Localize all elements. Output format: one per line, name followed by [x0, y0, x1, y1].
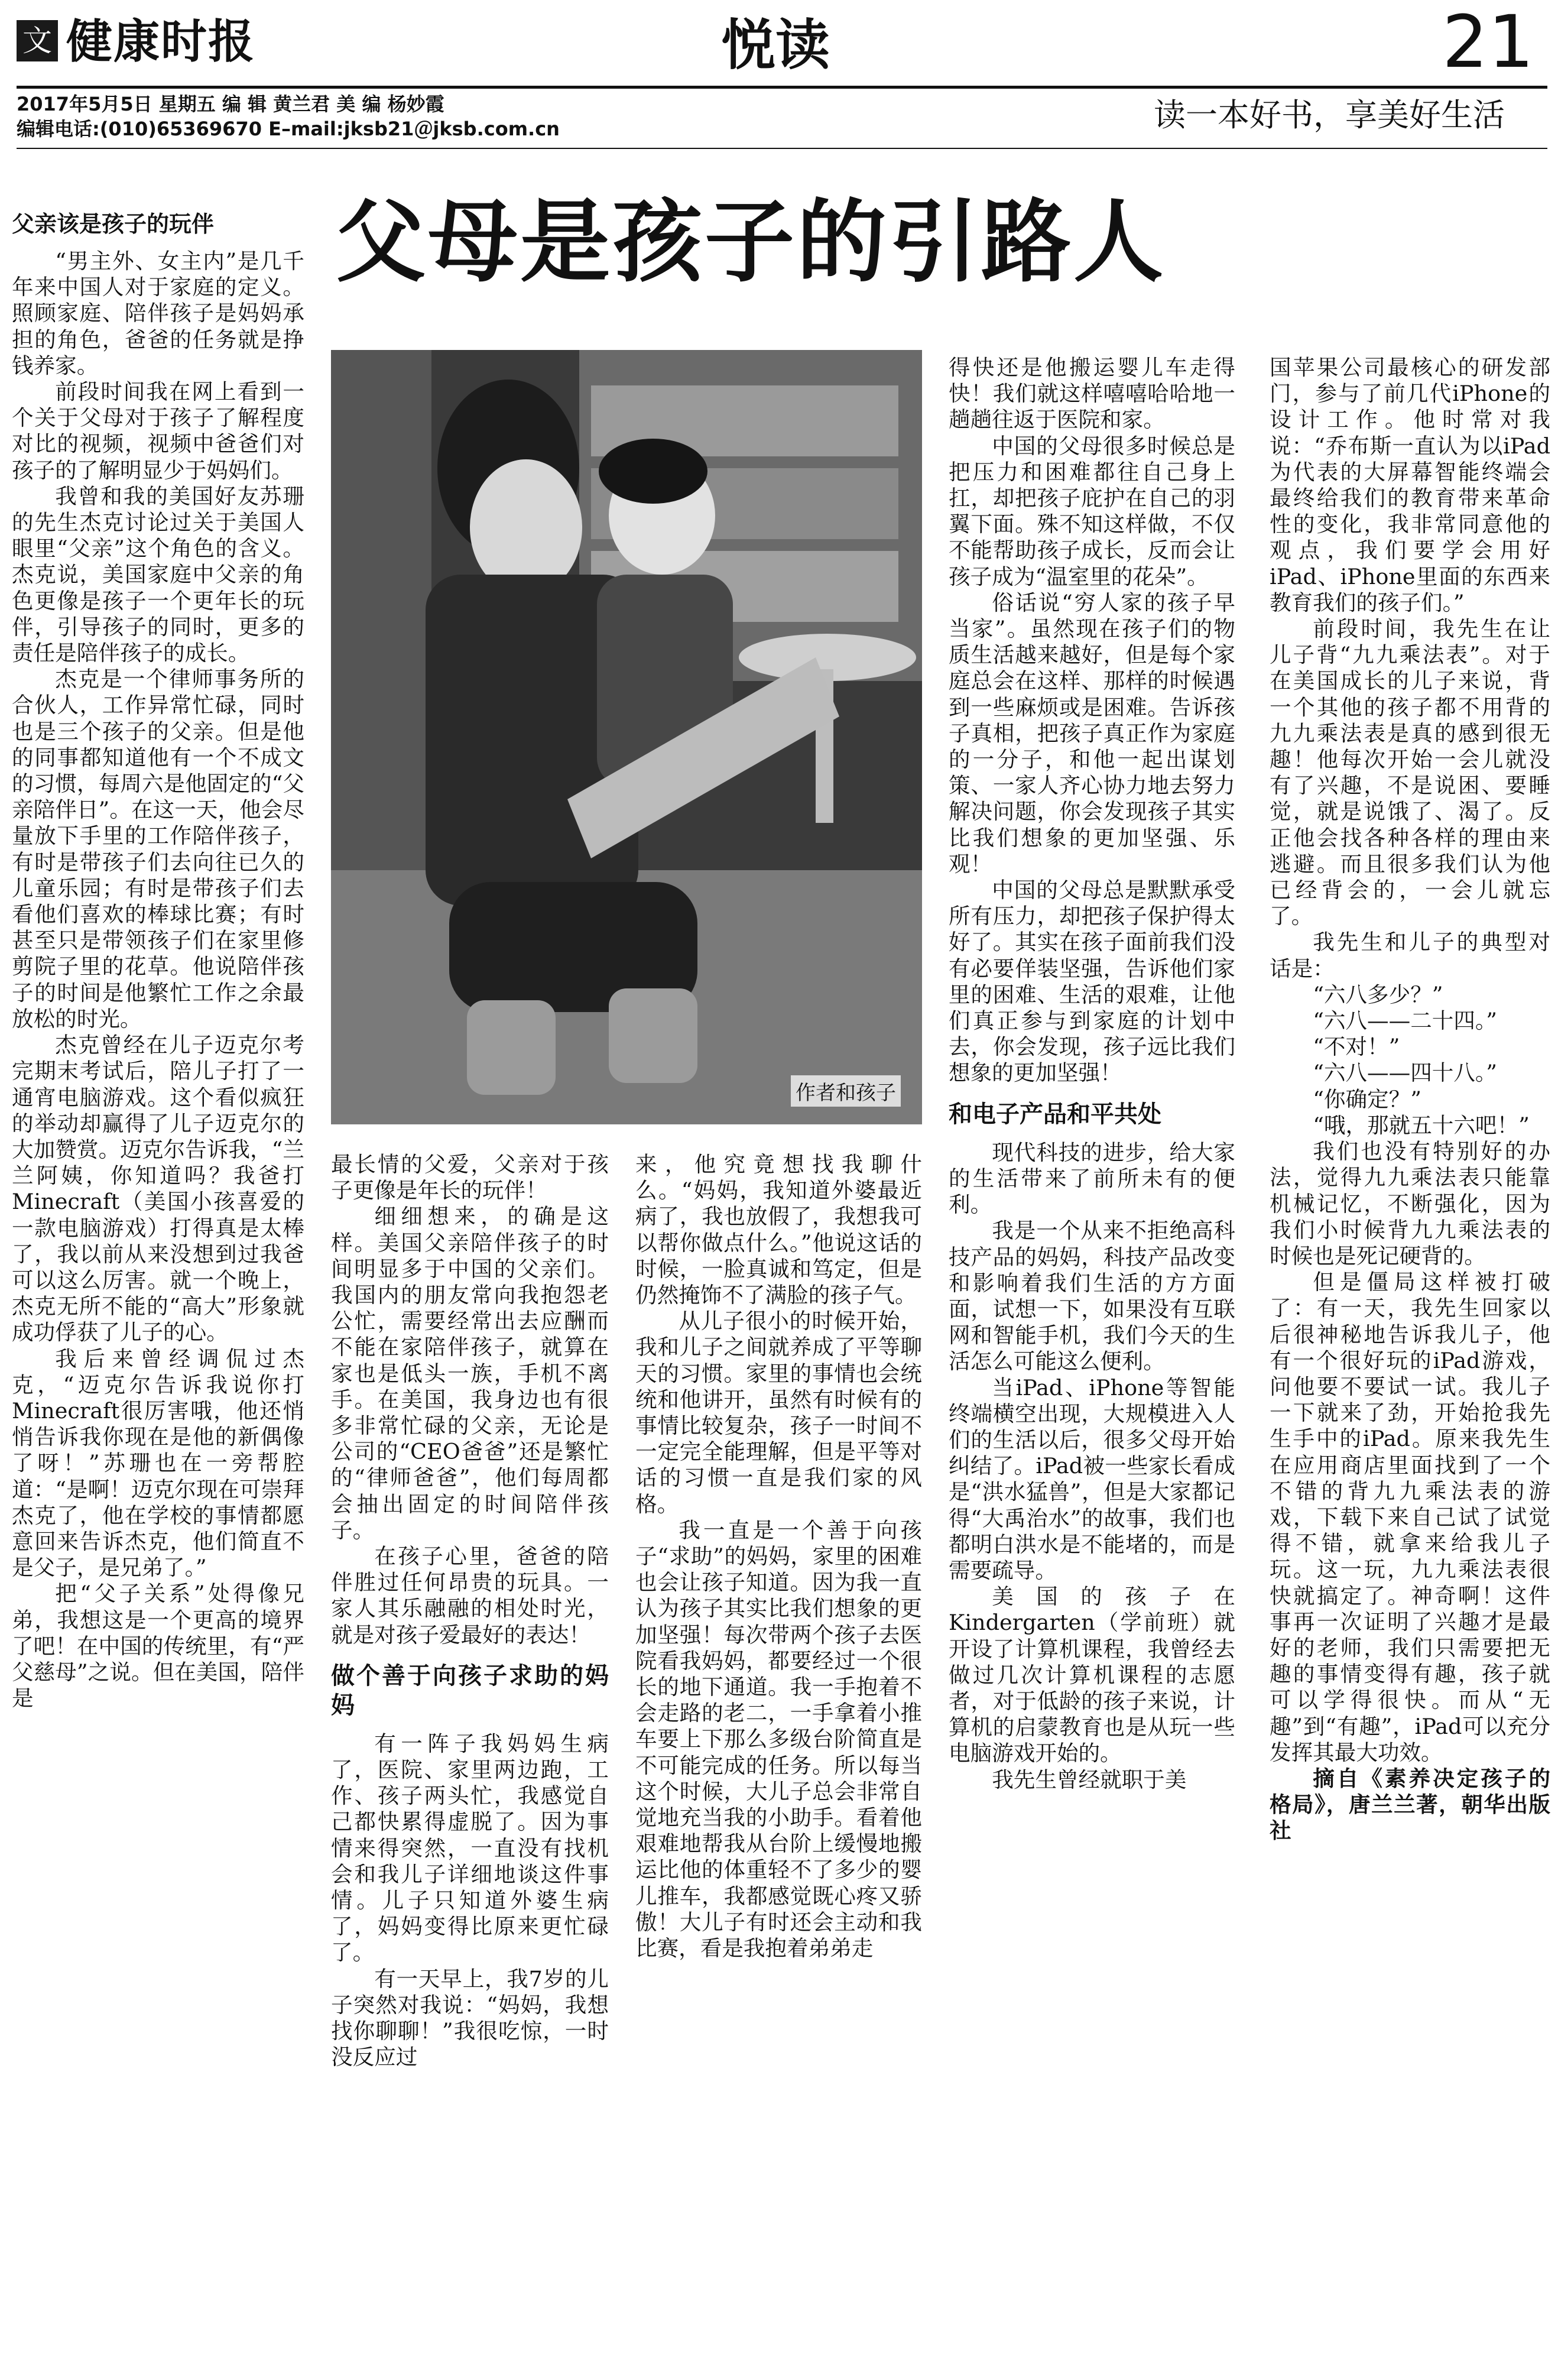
paragraph: 我一直是一个善于向孩子“求助”的妈妈，家里的困难也会让孩子知道。因为我一直认为孩子其实比我们想象的更加坚强！每次带两个孩子去医院看我妈妈，都要经过一个很长的地下通道。我一手抱着不会走路的老二，一手拿着小推车要上下那么多级台阶简直是不可能完成的任务。所以每当这个时候，大儿子总会非常自觉地充当我的小助手。看着他艰难地帮我从台阶上缓慢地搬运比他的体重轻不了多少的婴儿推车，我都感觉既心疼又骄傲！大儿子有时还会主动和我比赛，看是我抱着弟弟走	[635, 1517, 922, 1961]
paragraph: 得快还是他搬运婴儿车走得快！我们就这样嘻嘻哈哈地一趟趟往返于医院和家。	[949, 355, 1235, 433]
article-column-1	[12, 210, 304, 1711]
dialogue-line: “不对！”	[1313, 1034, 1400, 1060]
paragraph: 把“父子关系”处得像兄弟，我想这是一个更高的境界了吧！在中国的传统里，有“严父慈母”之说。但在美国，陪伴是	[12, 1581, 304, 1711]
paragraph: 我后来曾经调侃过杰克，“迈克尔告诉我说你打Minecraft很厉害哦，他还悄悄告诉我你现在是他的新偶像了呀！”苏珊也在一旁帮腔道：“是啊！迈克尔现在可崇拜杰克了，他在学校的事情都愿意回来告诉杰克，他们简直不是父子，是兄弟了。”	[12, 1345, 304, 1581]
masthead-divider	[17, 148, 1547, 149]
newspaper-logo-icon: 文	[17, 20, 58, 61]
article-headline: 父母是孩子的引路人	[336, 190, 1166, 294]
photo-illustration	[331, 350, 922, 1124]
paragraph: “男主外、女主内”是几千年来中国人对于家庭的定义。照顾家庭、陪伴孩子是妈妈承担的角色，爸爸的任务就是挣钱养家。	[12, 248, 304, 378]
dialogue-line: “六八——四十八。”	[1313, 1060, 1497, 1086]
dialogue-line: “哦，那就五十六吧！”	[1313, 1112, 1530, 1138]
paragraph: 来，他究竟想找我聊什么。“妈妈，我知道外婆最近病了，我也放假了，我想我可以帮你做点什么。”他说这话的时候，一脸真诚和笃定，但是仍然掩饰不了满脸的孩子气。	[635, 1152, 922, 1308]
paragraph: 当iPad、iPhone等智能终端横空出现，大规模进入人们的生活以后，很多父母开始纠结了。iPad被一些家长看成是“洪水猛兽”，但是大家都记得“大禹治水”的故事，我们也都明白洪水是不能堵的，而是需要疏导。	[949, 1374, 1235, 1583]
paragraph: 我先生曾经就职于美	[992, 1766, 1187, 1792]
photo-caption: 作者和孩子	[791, 1075, 901, 1107]
paragraph: 但是僵局这样被打破了：有一天，我先生回家以后很神秘地告诉我儿子，他有一个很好玩的iPad游戏，问他要不要试一试。我儿子一下就来了劲，开始抢我先生手中的iPad。原来我先生在应用商店里面找到了一个不错的背九九乘法表的游戏，下载下来自己试了试觉得不错，就拿来给我儿子玩。这一玩，九九乘法表很快就搞定了。神奇啊！这件事再一次证明了兴趣才是最好的老师，我们只需要把无趣的事情变得有趣，孩子就可以学得很快。而从“无趣”到“有趣”，iPad可以充分发挥其最大功效。	[1270, 1269, 1550, 1765]
paragraph: 国苹果公司最核心的研发部门，参与了前几代iPhone的设计工作。他时常对我说：“乔布斯一直认为以iPad为代表的大屏幕智能终端会最终给我们的教育带来革命性的变化，我非常同意他的观点，我们要学会用好iPad、iPhone里面的东西来教育我们的孩子们。”	[1270, 355, 1550, 615]
newspaper-name: 健康时报	[66, 15, 256, 69]
paragraph: 中国的父母总是默默承受所有压力，却把孩子保护得太好了。其实在孩子面前我们没有必要佯装坚强，告诉他们家里的困难、生活的艰难，让他们真正参与到家庭的计划中去，你会发现，孩子远比我们想象的更加坚强！	[949, 877, 1235, 1086]
paragraph: 最长情的父爱，父亲对于孩子更像是年长的玩伴！	[331, 1152, 609, 1204]
issue-date-editors: 2017年5月5日 星期五 编 辑 黄兰君 美 编 杨妙霞	[17, 93, 444, 115]
paragraph: 前段时间我在网上看到一个关于父母对于孩子了解程度对比的视频，视频中爸爸们对孩子的了解明显少于妈妈们。	[12, 379, 304, 483]
subhead-asking-child-help: 做个善于向孩子求助的妈妈	[331, 1662, 609, 1719]
paragraph: 俗话说“穷人家的孩子早当家”。虽然现在孩子们的物质生活越来越好，但是每个家庭总会在这样、那样的时候遇到一些麻烦或是困难。告诉孩子真相，把孩子真正作为家庭的一分子，和他一起出谋划策、一家人齐心协力地去努力解决问题，你会发现孩子其实比我们想象的更加坚强、乐观！	[949, 589, 1235, 877]
article-column-4	[949, 355, 1235, 1793]
subhead-father-companion: 父亲该是孩子的玩伴	[12, 211, 215, 237]
section-title: 悦读	[721, 14, 830, 77]
paragraph: 前段时间，我先生在让儿子背“九九乘法表”。对于在美国成长的儿子来说，背一个其他的孩子都不用背的九九乘法表是真的感到很无趣！他每次开始一会儿就没有了兴趣，不是说困、要睡觉，就是说饿了、渴了。反正他会找各种各样的理由来逃避。而且很多我们认为他已经背会的，一会儿就忘了。	[1270, 616, 1550, 929]
paragraph: 杰克是一个律师事务所的合伙人，工作异常忙碌，同时也是三个孩子的父亲。但是他的同事都知道他有一个不成文的习惯，每周六是他固定的“父亲陪伴日”。在这一天，他会尽量放下手里的工作陪伴孩子，有时是带孩子们去向往已久的儿童乐园；有时是带孩子们去看他们喜欢的棒球比赛；有时甚至只是带领孩子们在家里修剪院子里的花草。他说陪伴孩子的时间是他繁忙工作之余最放松的时光。	[12, 666, 304, 1032]
paragraph: 细细想来，的确是这样。美国父亲陪伴孩子的时间明显多于中国的父亲们。我国内的朋友常向我抱怨老公忙，需要经常出去应酬而不能在家陪伴孩子，就算在家也是低头一族，手机不离手。在美国，我身边也有很多非常忙碌的父亲，无论是公司的“CEO爸爸”还是繁忙的“律师爸爸”，他们每周都会抽出固定的时间陪伴孩子。	[331, 1204, 609, 1543]
editor-contact: 编辑电话:(010)65369670 E–mail:jksb21＠jksb.com.cn	[17, 118, 560, 140]
source-credit: 摘自《素养决定孩子的格局》，唐兰兰著，朝华出版社	[1270, 1765, 1550, 1844]
masthead-rule	[17, 86, 1547, 89]
article-column-3	[635, 1152, 922, 1961]
paragraph: 从儿子很小的时候开始，我和儿子之间就养成了平等聊天的习惯。家里的事情也会统统和他讲开，虽然有时候有的事情比较复杂，孩子一时间不一定完全能理解，但是平等对话的习惯一直是我们家的风格。	[635, 1308, 922, 1517]
article-photo	[331, 350, 922, 1124]
paragraph: 有一天早上，我7岁的儿子突然对我说：“妈妈，我想找你聊聊！”我很吃惊，一时没反应过	[331, 1966, 609, 2070]
paragraph: 现代科技的进步，给大家的生活带来了前所未有的便利。	[949, 1139, 1235, 1218]
dialogue-line: “六八多少？”	[1313, 981, 1443, 1007]
paragraph: 有一阵子我妈妈生病了，医院、家里两边跑，工作、孩子两头忙，我感觉自己都快累得虚脱了。因为事情来得突然，一直没有找机会和我儿子详细地谈这件事情。儿子只知道外婆生病了，妈妈变得比原来更忙碌了。	[331, 1730, 609, 1966]
subhead-electronics: 和电子产品和平共处	[949, 1100, 1161, 1128]
article-column-2	[331, 1152, 609, 2071]
section-tagline: 读一本好书，享美好生活	[1154, 96, 1505, 134]
article-column-5	[1270, 355, 1550, 1844]
dialogue-line: “六八——二十四。”	[1313, 1008, 1497, 1034]
paragraph: 我曾和我的美国好友苏珊的先生杰克讨论过关于美国人眼里“父亲”这个角色的含义。杰克说，美国家庭中父亲的角色更像是孩子一个更年长的玩伴，引导孩子的同时，更多的责任是陪伴孩子的成长。	[12, 483, 304, 666]
dialogue-line: “你确定？”	[1313, 1086, 1421, 1112]
paragraph: 我是一个从来不拒绝高科技产品的妈妈，科技产品改变和影响着我们生活的方方面面，试想一下，如果没有互联网和智能手机，我们今天的生活怎么可能这么便利。	[949, 1218, 1235, 1374]
paragraph: 杰克曾经在儿子迈克尔考完期末考试后，陪儿子打了一通宵电脑游戏。这个看似疯狂的举动却赢得了儿子迈克尔的大加赞赏。迈克尔告诉我，“兰兰阿姨，你知道吗？我爸打Minecraft（美国小孩喜爱的一款电脑游戏）打得真是太棒了，我以前从来没想到过我爸可以这么厉害。就一个晚上，杰克无所不能的“高大”形象就成功俘获了儿子的心。	[12, 1032, 304, 1345]
paragraph: 在孩子心里，爸爸的陪伴胜过任何昂贵的玩具。一家人其乐融融的相处时光，就是对孩子爱最好的表达！	[331, 1544, 609, 1648]
paragraph: 中国的父母很多时候总是把压力和困难都往自己身上扛，却把孩子庇护在自己的羽翼下面。殊不知这样做，不仅不能帮助孩子成长，反而会让孩子成为“温室里的花朵”。	[949, 433, 1235, 589]
paragraph: 我们也没有特别好的办法，觉得九九乘法表只能靠机械记忆，不断强化，因为我们小时候背九九乘法表的时候也是死记硬背的。	[1270, 1139, 1550, 1269]
paragraph: 我先生和儿子的典型对话是：	[1270, 929, 1550, 981]
page-number: 21	[1442, 0, 1534, 84]
paragraph: 美国的孩子在Kindergarten（学前班）就开设了计算机课程，我曾经去做过几次计算机课程的志愿者，对于低龄的孩子来说，计算机的启蒙教育也是从玩一些电脑游戏开始的。	[949, 1584, 1235, 1766]
